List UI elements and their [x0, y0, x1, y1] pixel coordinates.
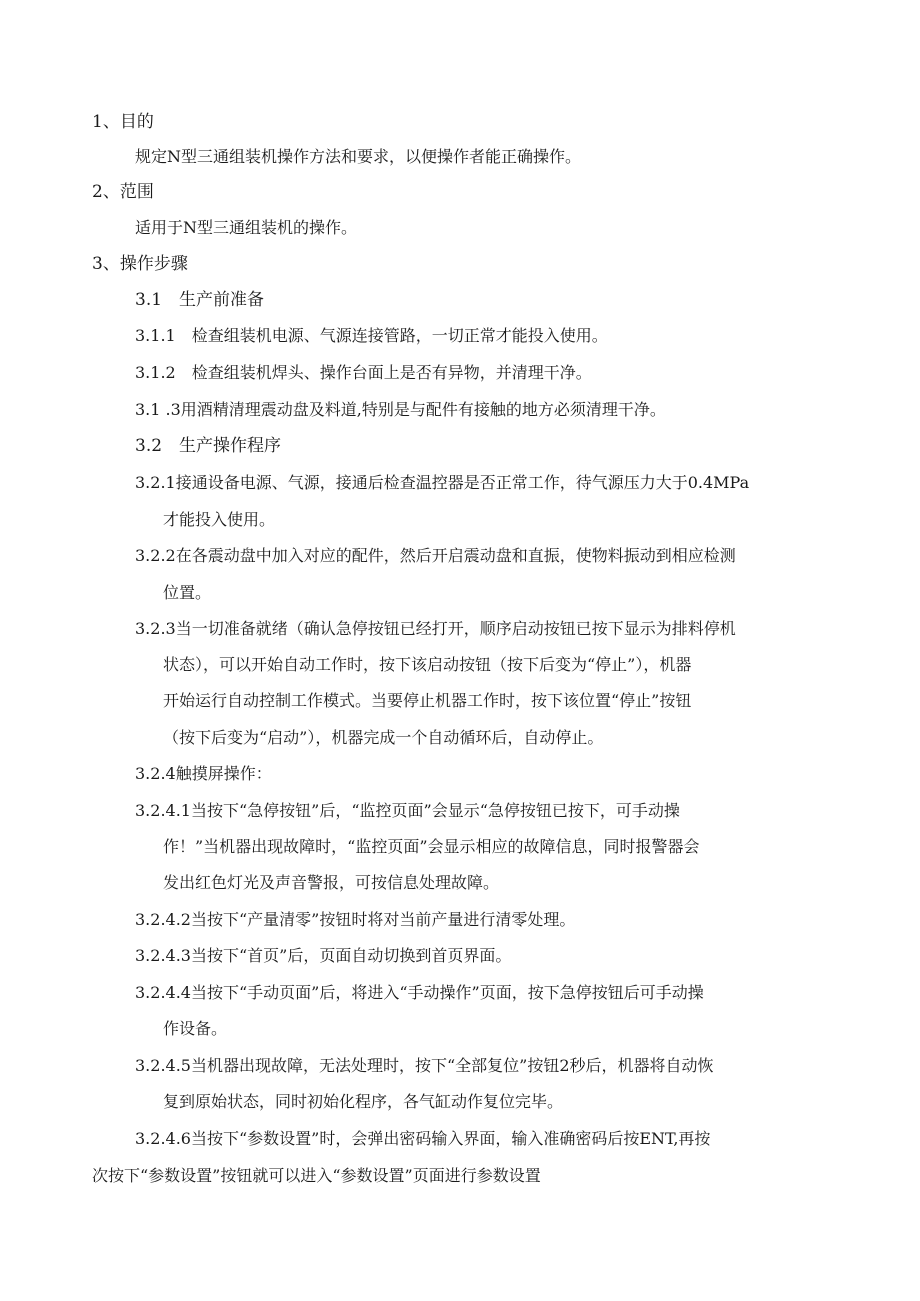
section-3-2-4-2: 3.2.4.2当按下“产量清零”按钮时将对当前产量进行清零处理。 [135, 910, 576, 929]
section-3-2-4-6-line2: 次按下“参数设置”按钮就可以进入“参数设置”页面进行参数设置 [92, 1166, 541, 1185]
section-3-2-4-4-line1: 3.2.4.4当按下“手动页面”后，将进入“手动操作”页面，按下急停按钮后可手动操 [135, 983, 704, 1002]
section-3-title: 3、操作步骤 [92, 254, 188, 274]
section-3-2-4-1-line3: 发出红色灯光及声音警报，可按信息处理故障。 [163, 873, 500, 892]
section-3-2-4-3: 3.2.4.3当按下“首页”后，页面自动切换到首页界面。 [135, 946, 512, 965]
section-3-2-4-5-line2: 复到原始状态，同时初始化程序，各气缸动作复位完毕。 [163, 1092, 564, 1111]
section-3-2-3-line2: 状态），可以开始自动工作时，按下该启动按钮（按下后变为“停止”），机器 [163, 655, 692, 674]
section-2-text: 适用于N型三通组装机的操作。 [135, 218, 358, 237]
section-3-1-title: 3.1 生产前准备 [135, 290, 265, 310]
section-3-2-4-4-line2: 作设备。 [163, 1019, 228, 1038]
section-1-title: 1、目的 [92, 112, 154, 132]
section-3-2-4: 3.2.4触摸屏操作： [135, 764, 272, 783]
section-3-2-4-1-line2: 作！”当机器出现故障时，“监控页面”会显示相应的故障信息，同时报警器会 [163, 837, 700, 856]
section-3-1-2: 3.1.2 检查组装机焊头、操作台面上是否有异物，并清理干净。 [135, 363, 592, 382]
section-3-2-4-1-line1: 3.2.4.1当按下“急停按钮”后，“监控页面”会显示“急停按钮已按下，可手动操 [135, 801, 680, 820]
section-3-2-2-line2: 位置。 [163, 583, 212, 602]
section-2-title: 2、范围 [92, 182, 154, 202]
section-3-2-1-line2: 才能投入使用。 [163, 510, 276, 529]
section-3-1-1: 3.1.1 检查组装机电源、气源连接管路，一切正常才能投入使用。 [135, 326, 608, 345]
section-3-1-3: 3.1 .3用酒精清理震动盘及料道,特别是与配件有接触的地方必须清理干净。 [135, 400, 666, 419]
section-3-2-3-line4: （按下后变为“启动”），机器完成一个自动循环后，自动停止。 [163, 728, 604, 747]
section-3-2-4-5-line1: 3.2.4.5当机器出现故障，无法处理时，按下“全部复位”按钮2秒后，机器将自动恢 [135, 1056, 714, 1075]
section-3-2-title: 3.2 生产操作程序 [135, 436, 282, 456]
section-3-2-4-6-line1: 3.2.4.6当按下“参数设置”时，会弹出密码输入界面，输入准确密码后按ENT,再按 [135, 1129, 711, 1148]
section-3-2-1-line1: 3.2.1接通设备电源、气源，接通后检查温控器是否正常工作，待气源压力大于0.4MPa [135, 473, 750, 492]
section-1-text: 规定N型三通组装机操作方法和要求，以便操作者能正确操作。 [135, 147, 582, 166]
section-3-2-3-line3: 开始运行自动控制工作模式。当要停止机器工作时，按下该位置“停止”按钮 [163, 691, 692, 710]
section-3-2-3-line1: 3.2.3当一切准备就绪（确认急停按钮已经打开，顺序启动按钮已按下显示为排料停机 [135, 619, 736, 638]
section-3-2-2-line1: 3.2.2在各震动盘中加入对应的配件，然后开启震动盘和直振，使物料振动到相应检测 [135, 546, 736, 565]
